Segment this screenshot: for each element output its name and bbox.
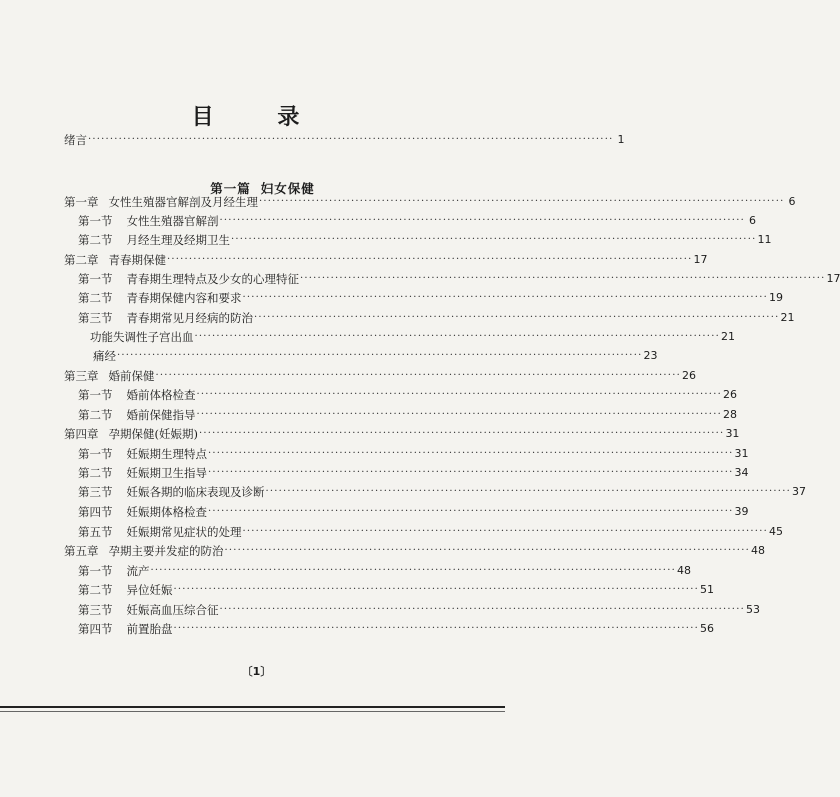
toc-section-row bbox=[0, 577, 714, 597]
bottom-rule bbox=[0, 706, 505, 708]
toc-chapter-row bbox=[0, 247, 708, 267]
toc-dot-leader: ························································································································ bbox=[242, 526, 768, 537]
toc-dot-leader: ························································································································ bbox=[300, 273, 826, 284]
toc-entry-label bbox=[78, 603, 219, 617]
toc-dot-leader: ························································································································ bbox=[173, 584, 699, 595]
toc-entry-code: 第三节 bbox=[78, 485, 113, 499]
toc-section-row bbox=[0, 305, 795, 325]
toc-entry-title: 婚前保健指导 bbox=[126, 408, 196, 422]
toc-page-number: 48 bbox=[676, 564, 691, 577]
toc-page-number: 51 bbox=[699, 583, 714, 596]
toc-entry-title: 月经生理及经期卫生 bbox=[126, 233, 230, 247]
toc-page-number: 17 bbox=[693, 253, 708, 266]
toc-page-number: 21 bbox=[780, 311, 795, 324]
toc-chapter-row bbox=[0, 363, 696, 383]
toc-entry-title: 孕期主要并发症的防治 bbox=[108, 544, 224, 558]
toc-entry-label bbox=[64, 427, 198, 441]
toc-entry-code: 第三节 bbox=[78, 603, 113, 617]
toc-dot-leader: ························································································································ bbox=[219, 604, 745, 615]
toc-entry-label bbox=[78, 408, 196, 422]
toc-page-number: 31 bbox=[725, 427, 740, 440]
toc-entry-label bbox=[64, 253, 166, 267]
toc-entry-label bbox=[90, 330, 194, 344]
toc-entry-label bbox=[78, 388, 196, 402]
toc-entry-title: 青春期常见月经病的防治 bbox=[126, 311, 253, 325]
toc-page-number: 26 bbox=[681, 369, 696, 382]
toc-entry-code: 第二节 bbox=[78, 291, 113, 305]
part-code: 第一篇 bbox=[210, 181, 251, 196]
toc-page-number: 1 bbox=[617, 133, 625, 146]
toc-chapter-row bbox=[0, 421, 740, 441]
toc-entry-title: 妊娠期体格检查 bbox=[126, 505, 207, 519]
toc-page-number: 56 bbox=[699, 622, 714, 635]
toc-page-number: 31 bbox=[734, 447, 749, 460]
toc-entry-code: 第一节 bbox=[78, 564, 113, 578]
toc-page-number: 17 bbox=[826, 272, 840, 285]
toc-entry-code: 第三章 bbox=[64, 369, 99, 383]
toc-page-number: 26 bbox=[722, 388, 737, 401]
toc-dot-leader: ························································································································ bbox=[208, 506, 734, 517]
toc-section-row bbox=[0, 460, 749, 480]
toc-entry-title: 妊娠高血压综合征 bbox=[126, 603, 219, 617]
toc-entry-code: 第二节 bbox=[78, 466, 113, 480]
toc-entry-label bbox=[78, 466, 207, 480]
toc-page-number: 37 bbox=[791, 485, 806, 498]
toc-page-number: 28 bbox=[722, 408, 737, 421]
toc-page-number: 39 bbox=[734, 505, 749, 518]
toc-entry-label bbox=[78, 233, 230, 247]
toc-entry-code: 第二章 bbox=[64, 253, 99, 267]
toc-entry-title: 青春期保健内容和要求 bbox=[126, 291, 242, 305]
toc-dot-leader: ························································································································ bbox=[88, 134, 614, 145]
toc-entry-code: 第四章 bbox=[64, 427, 99, 441]
toc-section-row bbox=[0, 441, 749, 461]
toc-entry-code: 第二节 bbox=[78, 233, 113, 247]
toc-entry-title: 妊娠期卫生指导 bbox=[126, 466, 207, 480]
toc-entry-title: 前置胎盘 bbox=[126, 622, 173, 636]
toc-section-row bbox=[0, 616, 714, 636]
toc-section-row bbox=[0, 208, 756, 228]
toc-dot-leader: ························································································································ bbox=[173, 623, 699, 634]
toc-entry-label bbox=[78, 583, 173, 597]
toc-section-row bbox=[0, 227, 772, 247]
toc-chapter-row bbox=[0, 189, 796, 209]
toc-section-row bbox=[0, 499, 749, 519]
page-number: 〔1〕 bbox=[241, 665, 272, 678]
toc-dot-leader: ························································································································ bbox=[167, 254, 693, 265]
toc-section-row bbox=[0, 519, 783, 539]
toc-dot-leader: ························································································································ bbox=[224, 545, 750, 556]
toc-dot-leader: ························································································································ bbox=[231, 234, 757, 245]
toc-page-number: 48 bbox=[750, 544, 765, 557]
toc-entry-label bbox=[78, 272, 299, 286]
bottom-rule-thin bbox=[0, 711, 505, 712]
toc-entry-title: 妊娠期常见症状的处理 bbox=[126, 525, 242, 539]
toc-section-row bbox=[0, 479, 806, 499]
toc-dot-leader: ························································································································ bbox=[259, 196, 785, 207]
toc-entry-title: 异位妊娠 bbox=[126, 583, 173, 597]
toc-entry-label bbox=[78, 447, 207, 461]
toc-entry-label bbox=[78, 291, 242, 305]
toc-section-row bbox=[0, 324, 735, 344]
toc-entry-title: 女性生殖器官解剖 bbox=[126, 214, 219, 228]
part-name: 妇女保健 bbox=[260, 181, 315, 196]
toc-page-number: 6 bbox=[748, 214, 756, 227]
toc-entry-code: 第四节 bbox=[78, 505, 113, 519]
toc-entry-code: 绪言 bbox=[64, 133, 87, 147]
toc-section-row bbox=[0, 382, 737, 402]
toc-section-row bbox=[0, 343, 658, 363]
toc-chapter-row bbox=[0, 538, 765, 558]
toc-entry-title: 青春期保健 bbox=[108, 253, 166, 267]
toc-entry-label bbox=[78, 564, 150, 578]
toc-dot-leader: ························································································································ bbox=[194, 331, 720, 342]
toc-page-number: 21 bbox=[720, 330, 735, 343]
toc-entry-code: 第三节 bbox=[78, 311, 113, 325]
toc-entry-label bbox=[78, 525, 242, 539]
toc-entry-code: 第二节 bbox=[78, 408, 113, 422]
toc-dot-leader: ························································································································ bbox=[265, 486, 791, 497]
toc-entry-title: 妊娠各期的临床表现及诊断 bbox=[126, 485, 265, 499]
toc-entry-code: 第一节 bbox=[78, 272, 113, 286]
toc-entry-title: 婚前保健 bbox=[108, 369, 155, 383]
page-title: 目 录 bbox=[191, 104, 328, 130]
toc-entry-label bbox=[78, 622, 173, 636]
toc-section-row bbox=[0, 402, 737, 422]
toc-entry-label bbox=[78, 485, 265, 499]
toc-entry-label bbox=[64, 133, 87, 147]
toc-section-row bbox=[0, 266, 840, 286]
toc-dot-leader: ························································································································ bbox=[254, 312, 780, 323]
toc-entry-label bbox=[93, 349, 116, 363]
toc-dot-leader: ························································································································ bbox=[196, 409, 722, 420]
toc-dot-leader: ························································································································ bbox=[208, 448, 734, 459]
toc-dot-leader: ························································································································ bbox=[242, 292, 768, 303]
toc-entry-title: 孕期保健(妊娠期) bbox=[108, 427, 198, 441]
toc-entry-label bbox=[64, 544, 224, 558]
toc-dot-leader: ························································································································ bbox=[117, 350, 643, 361]
toc-dot-leader: ························································································································ bbox=[196, 389, 722, 400]
toc-entry-label bbox=[64, 369, 155, 383]
toc-page-number: 23 bbox=[643, 349, 658, 362]
toc-entry-code: 第四节 bbox=[78, 622, 113, 636]
toc-section-row bbox=[0, 597, 760, 617]
toc-entry-title: 流产 bbox=[126, 564, 150, 578]
toc-page-number: 6 bbox=[788, 195, 796, 208]
toc-entry-title: 青春期生理特点及少女的心理特征 bbox=[126, 272, 299, 286]
toc-entry-code: 第一章 bbox=[64, 195, 99, 209]
toc-page-number: 45 bbox=[768, 525, 783, 538]
toc-section-row bbox=[0, 285, 783, 305]
toc-entry-code: 第五节 bbox=[78, 525, 113, 539]
toc-entry-title: 妊娠期生理特点 bbox=[126, 447, 207, 461]
toc-entry-title: 痛经 bbox=[93, 349, 116, 363]
toc-dot-leader: ························································································································ bbox=[150, 565, 676, 576]
toc-page-number: 34 bbox=[734, 466, 749, 479]
toc-entry-code: 第一节 bbox=[78, 447, 113, 461]
toc-section-row bbox=[0, 558, 691, 578]
toc-entry-title: 女性生殖器官解剖及月经生理 bbox=[108, 195, 258, 209]
toc-entry-label bbox=[64, 195, 258, 209]
toc-entry-code: 第五章 bbox=[64, 544, 99, 558]
toc-entry-code: 第二节 bbox=[78, 583, 113, 597]
toc-entry-label bbox=[78, 505, 207, 519]
toc-dot-leader: ························································································································ bbox=[198, 428, 725, 439]
toc-intro-row bbox=[0, 127, 625, 147]
toc-dot-leader: ························································································································ bbox=[208, 467, 734, 478]
toc-entry-code: 第一节 bbox=[78, 388, 113, 402]
toc-dot-leader: ························································································································ bbox=[219, 215, 745, 226]
toc-entry-title: 功能失调性子宫出血 bbox=[90, 330, 194, 344]
toc-entry-label bbox=[78, 311, 253, 325]
toc-page-number: 53 bbox=[745, 603, 760, 616]
toc-entry-code: 第一节 bbox=[78, 214, 113, 228]
toc-page-number: 19 bbox=[768, 291, 783, 304]
toc-page-number: 11 bbox=[757, 233, 772, 246]
toc-entry-label bbox=[78, 214, 219, 228]
toc-entry-title: 婚前体格检查 bbox=[126, 388, 196, 402]
toc-dot-leader: ························································································································ bbox=[155, 370, 681, 381]
